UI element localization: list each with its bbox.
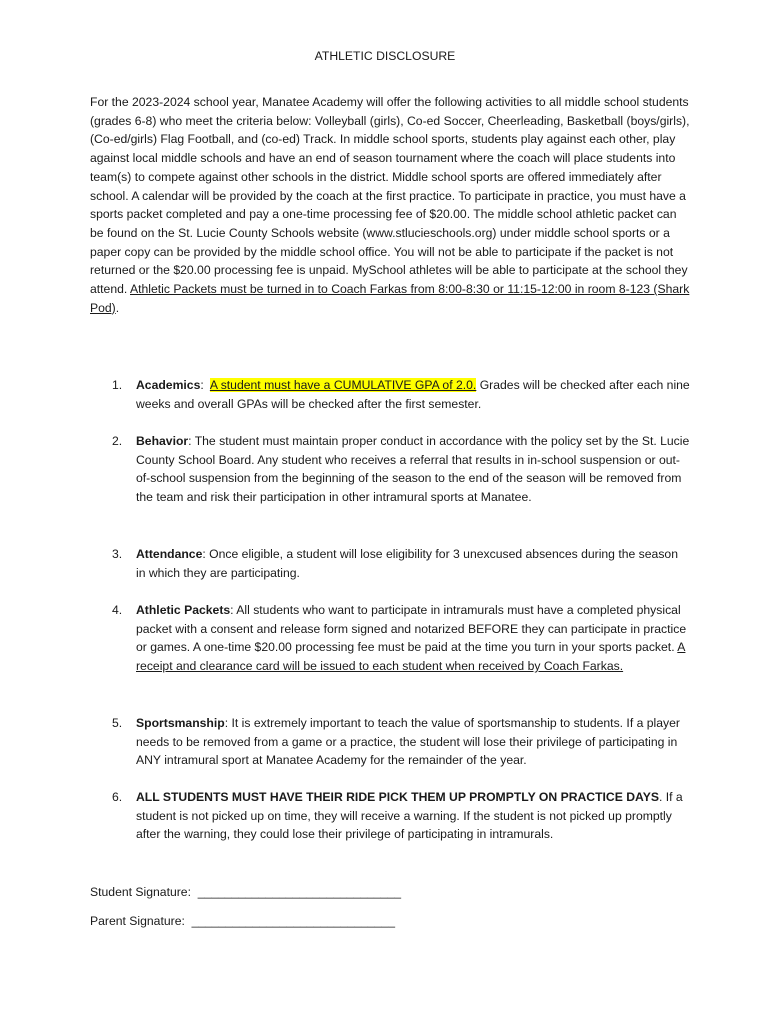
item-body: Grades will be checked after each nine weeks and overall GPAs will be checked after the first semester. [136,378,690,411]
item-body: The student must maintain proper conduct in accordance with the policy set by the St. Lucie County School Board. Any student who receives a referral that results in in-school suspension or out-of-school suspension from the beginning of the season to the end of the season will be removed from the team and risk their participation in other intramural sports at Manatee. [136,434,690,505]
intro-text: For the 2023-2024 school year, Manatee Academy will offer the following activities to all middle school students (grades 6-8) who meet the criteria below: Volleyball (girls), Co-ed Soccer, Cheerleading, Basketball (boys/girls), (Co-ed/girls) Flag Football, and (co-ed) Track. In middle school sports, students play against each other, play against local middle schools and have an end of season tournament where the coach will place students into team(s) to compete against other schools in the district. Middle school sports are offered immediately after school. A calendar will be provided by the coach at the first practice. To participate in practice, you must have a sports packet completed and pay a one-time processing fee of $20.00. The middle school athletic packet can be found on the St. Lucie County Schools website (www.stlucieschools.org) under middle school sports or a paper copy can be provided by the middle school office. You will not be able to participate if the packet is not returned or the $20.00 processing fee is unpaid. MySchool athletes will be able to participate at the school they attend. [90,95,690,297]
item-body: It is extremely important to teach the value of sportsmanship to students. If a player needs to be removed from a game or a practice, the student will lose their privilege of participating in ANY intramural sport at Manatee Academy for the remainder of the year. [136,716,680,768]
item-heading: Behavior [136,434,189,448]
item-heading: Athletic Packets [136,603,231,617]
list-item-sportsmanship [90,714,690,770]
item-heading: Sportsmanship [136,716,225,730]
item-number: 1. [112,378,123,392]
document-title: ATHLETIC DISCLOSURE [314,49,456,63]
list-item-athletic-packets [90,601,690,676]
list-item-pickup [90,788,690,844]
item-number: 6. [112,790,123,804]
item-text: Academics: A student must have a CUMULATIVE GPA of 2.0. Grades will be checked after each nine weeks and overall GPAs will be checked after the first semester. [136,378,690,411]
item-body: Once eligible, a student will lose eligibility for 3 unexcused absences during the season in which they are participating. [136,547,678,580]
parent-signature-line[interactable]: Parent Signature: ______________________________ [90,914,395,928]
item-text: Sportsmanship: It is extremely important to teach the value of sportsmanship to students. If a player needs to be removed from a game or a practice, the student will lose their privilege of participating in ANY intramural sport at Manatee Academy for the remainder of the year. [136,716,680,768]
item-heading: Attendance [136,547,203,561]
item-text: Behavior: The student must maintain proper conduct in accordance with the policy set by the St. Lucie County School Board. Any student who receives a referral that results in in-school suspension or out-of-school suspension from the beginning of the season to the end of the season will be removed from the team and risk their participation in other intramural sports at Manatee. [136,434,690,505]
packet-deadline-note: Athletic Packets must be turned in to Coach Farkas from 8:00-8:30 or 11:15-12:00 in room 8-123 (Shark Pod) [90,282,690,315]
intro-paragraph [90,93,690,317]
item-text: Attendance: Once eligible, a student will lose eligibility for 3 unexcused absences during the season in which they are participating. [136,547,678,580]
item-number: 2. [112,434,123,448]
list-item-behavior [90,432,690,507]
item-body: All students who want to participate in intramurals must have a completed physical packet with a consent and release form signed and notarized BEFORE they can participate in practice or games. A one-time $20.00 processing fee must be paid at the time you turn in your sports packet. [136,603,687,655]
item-text: Athletic Packets: All students who want to participate in intramurals must have a completed physical packet with a consent and release form signed and notarized BEFORE they can participate in practice or games. A one-time $20.00 processing fee must be paid at the time you turn in your sports packet. A receipt and clearance card will be issued to each student when received by Coach Farkas. [136,603,687,674]
item-number: 5. [112,716,123,730]
item-heading: Academics [136,378,201,392]
intro-end: . [115,300,120,315]
item-number: 3. [112,547,123,561]
receipt-note: A receipt and clearance card will be issued to each student when received by Coach Farkas. [136,640,686,674]
item-number: 4. [112,603,123,617]
gpa-requirement-highlight: A student must have a CUMULATIVE GPA of 2.0. [209,378,477,392]
item-heading: ALL STUDENTS MUST HAVE THEIR RIDE PICK THEM UP PROMPTLY ON PRACTICE DAYS [136,790,659,804]
student-signature-line[interactable]: Student Signature: ______________________________ [90,885,402,899]
item-text: ALL STUDENTS MUST HAVE THEIR RIDE PICK THEM UP PROMPTLY ON PRACTICE DAYS. If a student is not picked up on time, they will receive a warning. If the student is not picked up promptly after the warning, they could lose their privilege of participating in intramurals. [136,790,683,842]
item-body: If a student is not picked up on time, they will receive a warning. If the student is not picked up promptly after the warning, they could lose their privilege of participating in intramurals. [136,790,683,842]
list-item-attendance [90,545,690,582]
list-item-academics [90,376,690,413]
